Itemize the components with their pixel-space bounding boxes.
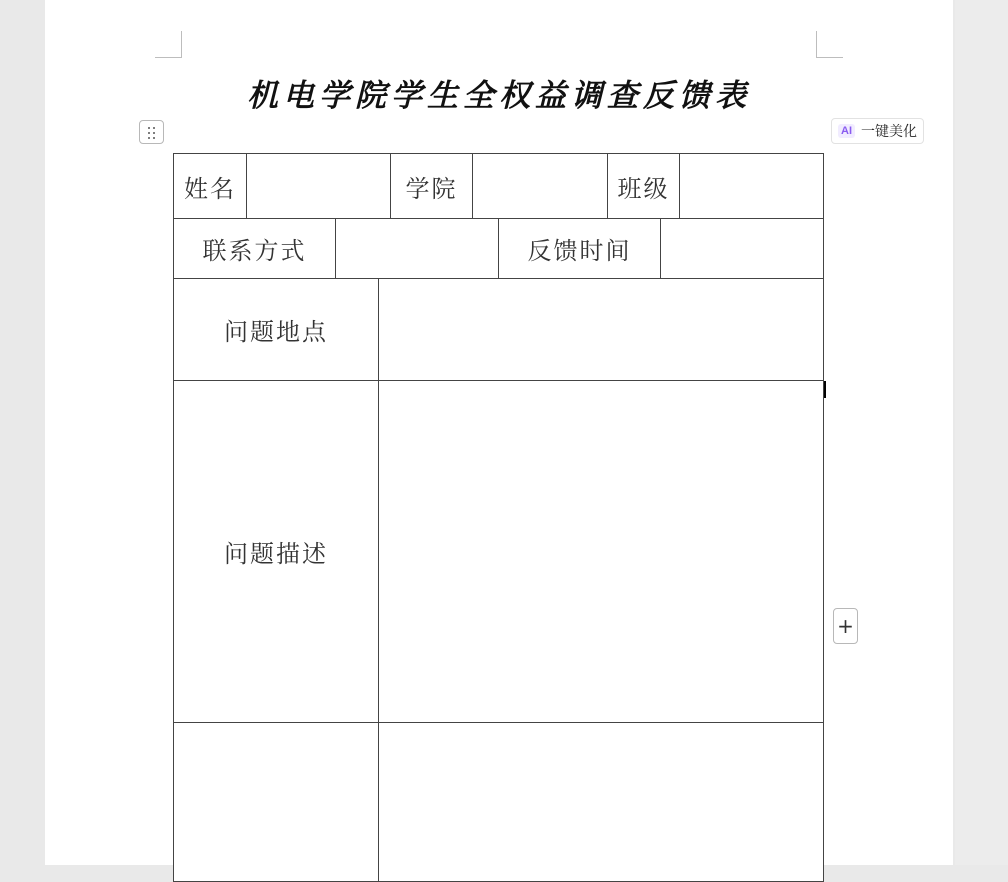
contact-field[interactable]	[335, 218, 499, 279]
add-row-button[interactable]	[833, 608, 858, 644]
college-label-cell	[390, 153, 473, 219]
name-field[interactable]	[246, 153, 391, 219]
extra-label-cell[interactable]	[173, 722, 379, 882]
name-label: 姓名	[184, 174, 236, 203]
extra-field[interactable]	[378, 722, 824, 882]
ai-beautify-label: 一键美化	[861, 123, 917, 139]
grip-icon	[148, 127, 157, 139]
description-label-cell	[173, 380, 379, 723]
contact-label-cell	[173, 218, 336, 279]
margin-corner-mark	[816, 31, 843, 58]
margin-corner-mark	[155, 31, 182, 58]
scrollbar-track[interactable]	[955, 0, 1008, 865]
class-label: 班级	[617, 174, 670, 203]
document-page	[45, 0, 953, 865]
description-field[interactable]	[378, 380, 824, 723]
class-label-cell	[607, 153, 680, 219]
contact-label: 联系方式	[202, 237, 307, 265]
table-move-handle[interactable]	[139, 120, 164, 144]
ai-icon: AI	[838, 124, 855, 138]
document-title: 机电学院学生全权益调查反馈表	[247, 78, 751, 114]
location-label-cell	[173, 278, 379, 381]
ai-beautify-button[interactable]	[831, 118, 924, 144]
class-field[interactable]	[679, 153, 824, 219]
text-cursor	[824, 381, 826, 398]
feedback-time-field[interactable]	[660, 218, 824, 279]
plus-icon: +	[837, 614, 854, 638]
college-label: 学院	[405, 174, 458, 203]
feedback-time-label-cell	[498, 218, 661, 279]
name-label-cell	[173, 153, 247, 219]
location-label: 问题地点	[224, 318, 328, 346]
description-label: 问题描述	[224, 540, 328, 568]
feedback-time-label: 反馈时间	[527, 237, 632, 265]
college-field[interactable]	[472, 153, 608, 219]
location-field[interactable]	[378, 278, 824, 381]
